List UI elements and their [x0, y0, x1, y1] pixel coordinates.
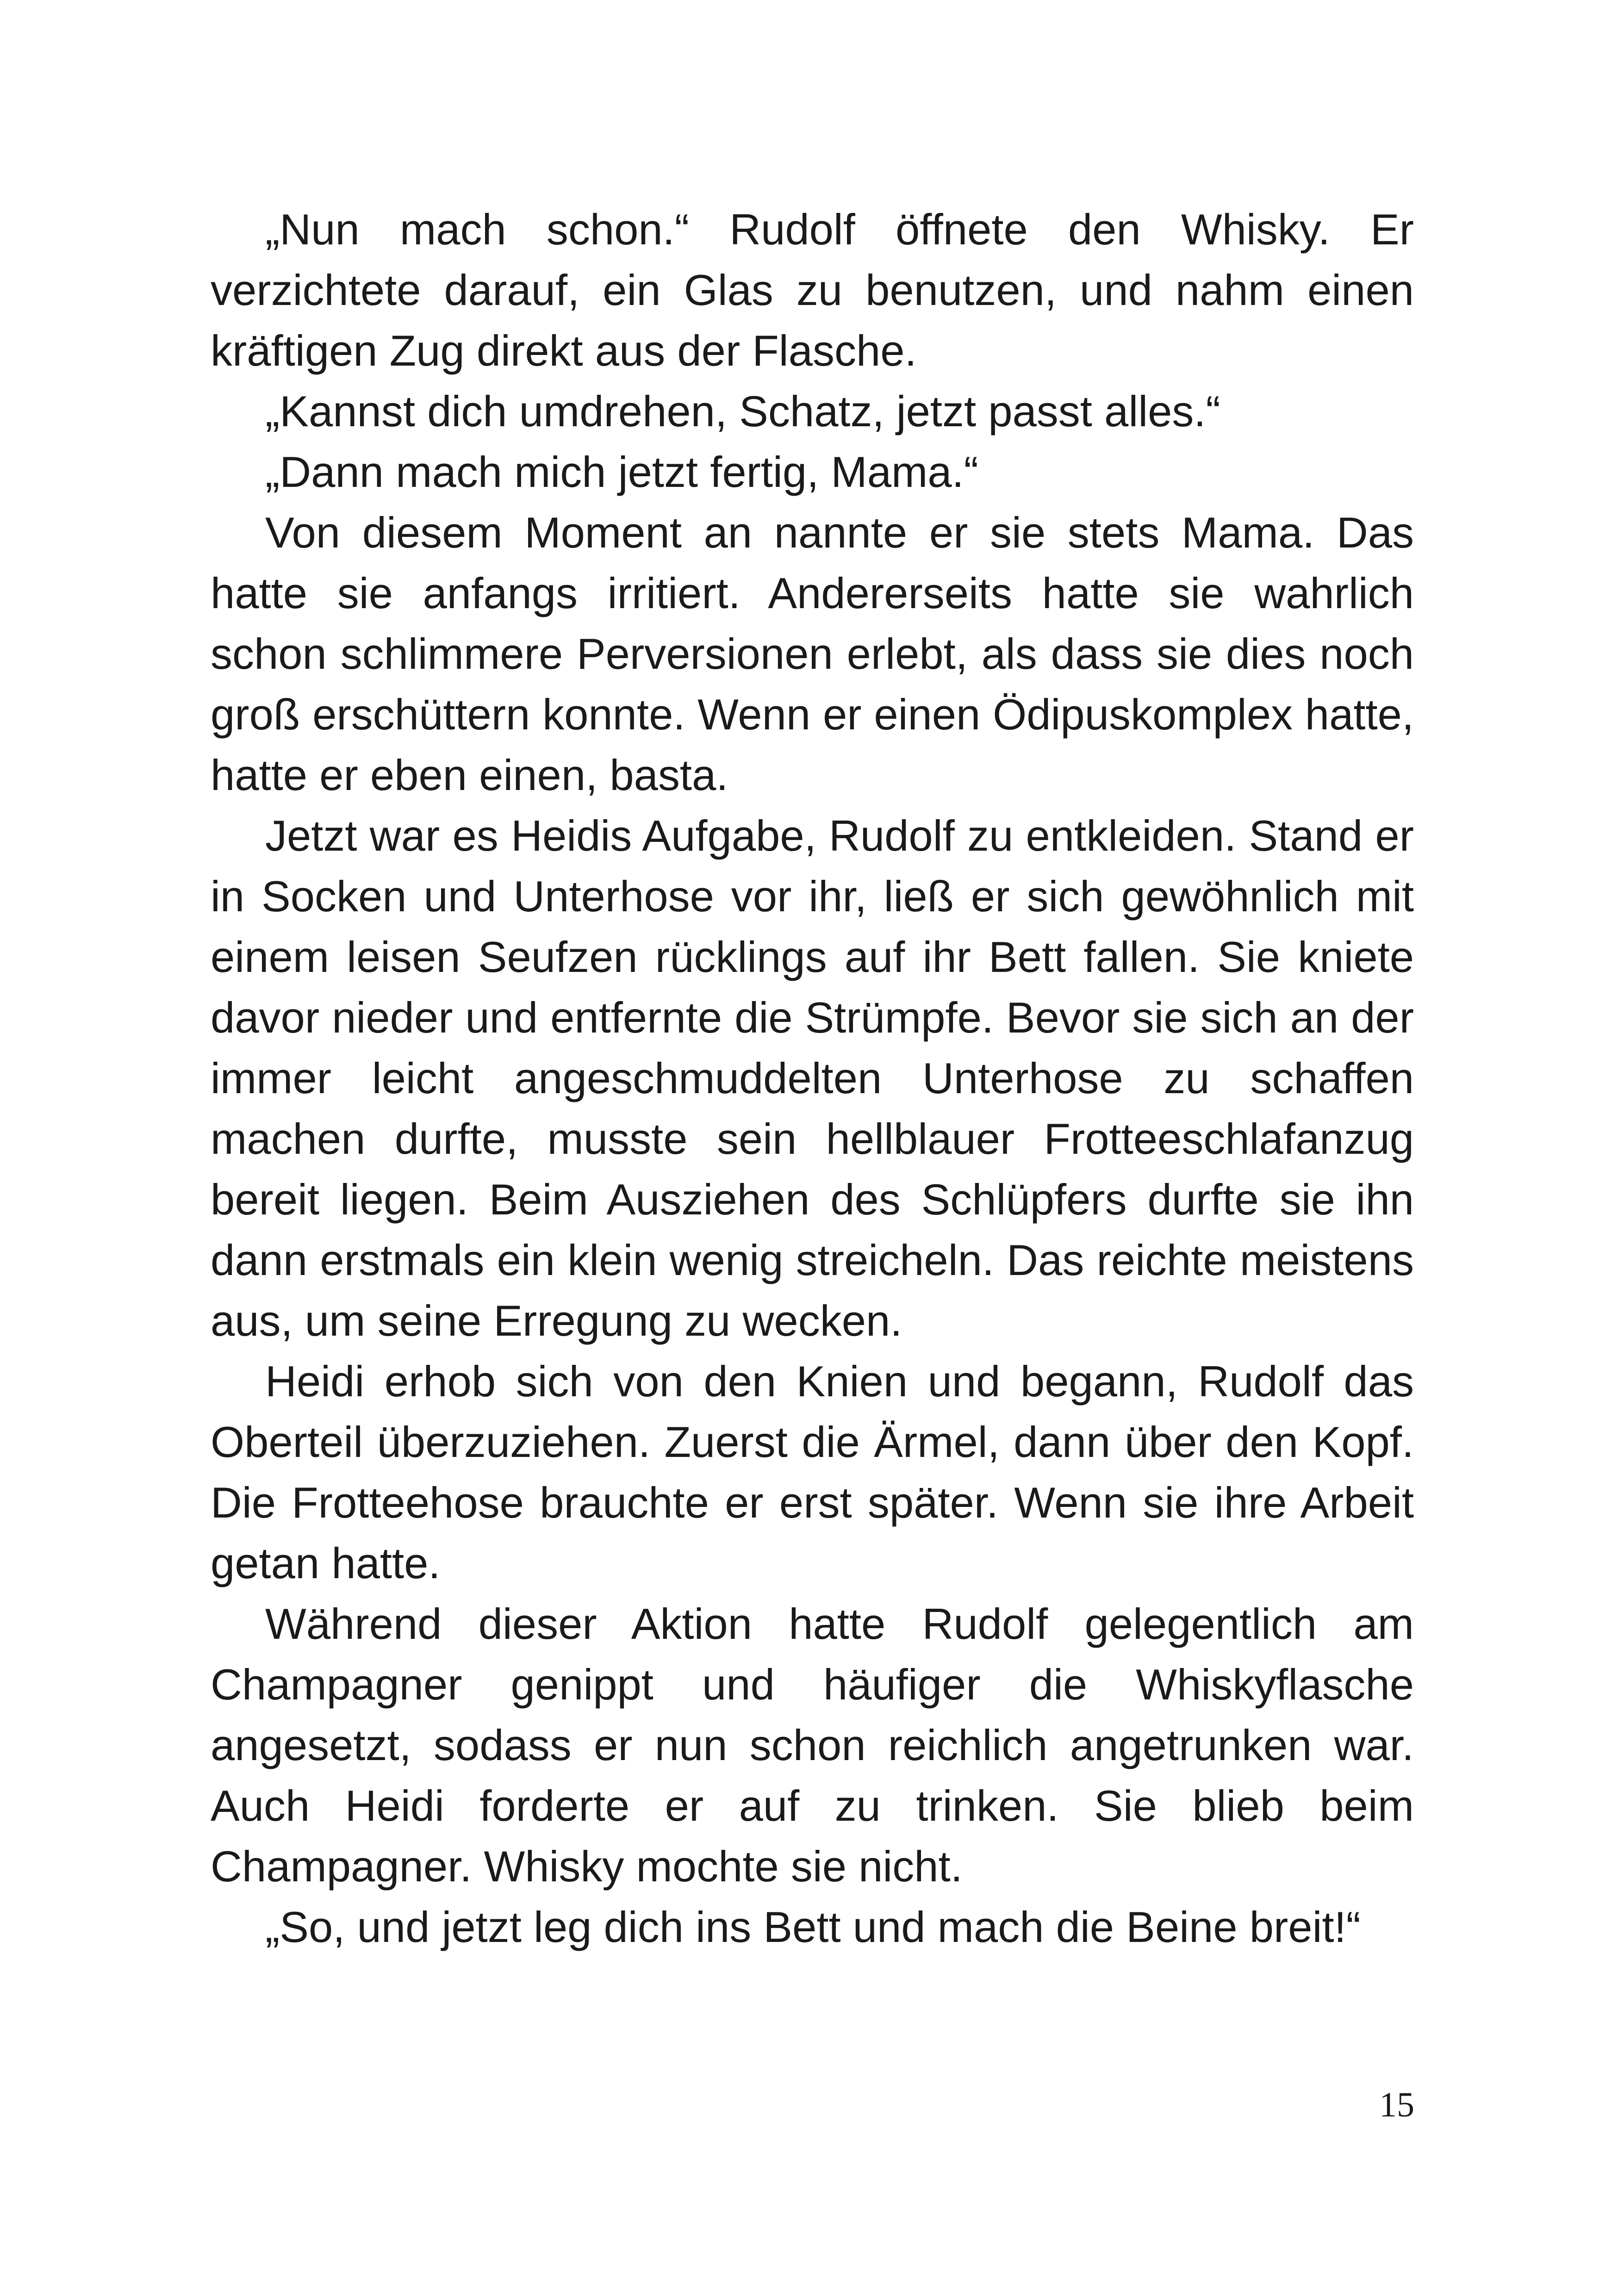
paragraph: „So, und jetzt leg dich ins Bett und mach die Beine breit!“	[265, 1903, 1361, 1951]
body-text	[211, 199, 1414, 1957]
paragraph: Jetzt war es Heidis Aufgabe, Rudolf zu entkleiden. Stand er in Socken und Unterhose vor ihr, ließ er sich gewöhnlich mit einem leisen Seufzen rücklings auf ihr Bett fallen. Sie kniete davor nieder und entfernte die Strümpfe. Bevor sie sich an der immer leicht angeschmuddelten Unterhose zu schaffen machen durfte, musste sein hellblauer Frotteeschlafanzug bereit liegen. Beim Ausziehen des Schlüpfers durfte sie ihn dann erstmals ein klein wenig streicheln. Das reichte meistens aus, um seine Erregung zu wecken.	[211, 811, 1414, 1345]
paragraph: Von diesem Moment an nannte er sie stets Mama. Das hatte sie anfangs irritiert. Andererseits hatte sie wahrlich schon schlimmere Perversionen erlebt, als dass sie dies noch groß erschüttern konnte. Wenn er einen Ödipuskomplex hatte, hatte er eben einen, basta.	[211, 508, 1414, 799]
paragraph: „Kannst dich umdrehen, Schatz, jetzt passt alles.“	[265, 387, 1220, 436]
paragraph: „Dann mach mich jetzt fertig, Mama.“	[265, 448, 978, 496]
paragraph: Heidi erhob sich von den Knien und begann, Rudolf das Oberteil überzuziehen. Zuerst die Ärmel, dann über den Kopf. Die Frotteehose brauchte er erst später. Wenn sie ihre Arbeit getan hatte.	[211, 1357, 1414, 1587]
page-number: 15	[1379, 2085, 1414, 2124]
paragraph: „Nun mach schon.“ Rudolf öffnete den Whisky. Er verzichtete darauf, ein Glas zu benutzen, und nahm einen kräftigen Zug direkt aus der Flasche.	[211, 205, 1414, 375]
paragraph: Während dieser Aktion hatte Rudolf gelegentlich am Champagner genippt und häufiger die Whiskyflasche angesetzt, sodass er nun schon reichlich angetrunken war. Auch Heidi forderte er auf zu trinken. Sie blieb beim Champagner. Whisky mochte sie nicht.	[211, 1599, 1414, 1891]
